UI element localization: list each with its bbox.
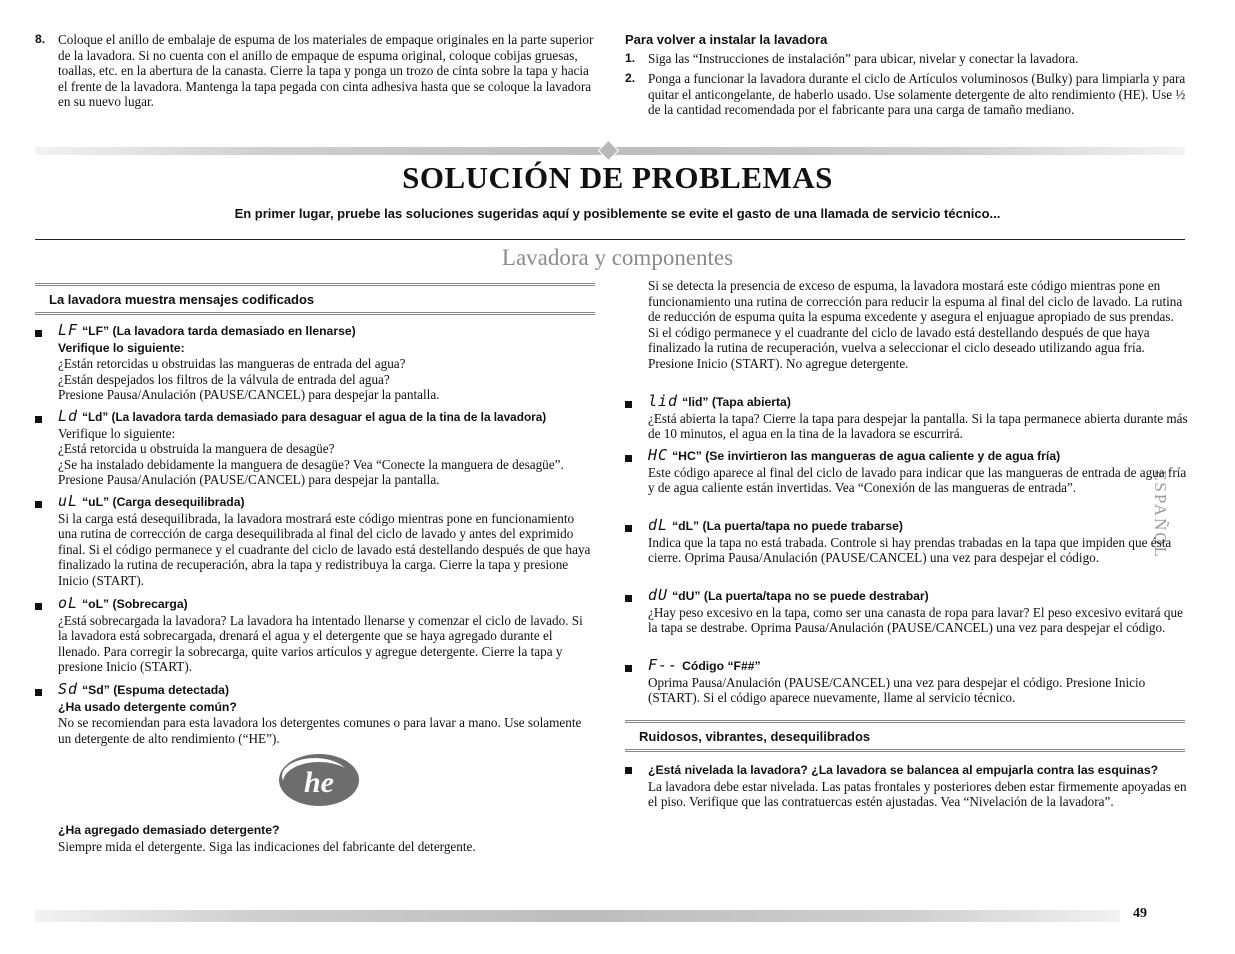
code-lf: LF “LF” (La lavadora tarda demasiado en llenarse) Verifique lo siguiente: ¿Están retorcidas u obstruidas las mangueras de entrada del agua? ¿Están despejados los filtros de la válvula de entrada del agua? Presione Pausa/Anulación (PAUSE/CANCEL) para despejar la pantalla. [35, 323, 595, 403]
code-title: “HC” (Se invirtieron las mangueras de agua caliente y de agua fría) [672, 449, 1061, 463]
reinstall-step-2: 2. Ponga a funcionar la lavadora durante el ciclo de Artículos voluminosos (Bulky) para limpiarla y para quitar el anticongelante, de haberlo usado. Use solamente detergente de alto rendimiento (HE). Use ½ de la cantidad recomendada por el fabricante para una carga de tamaño mediano. [625, 71, 1186, 118]
reinstall-heading: Para volver a instalar la lavadora [625, 32, 828, 47]
bullet-icon [35, 501, 42, 508]
code-ld: Ld “Ld” (La lavadora tarda demasiado para desaguar el agua de la tina de la lavadora) Verifique lo siguiente: ¿Está retorcida u obstruida la manguera de desagüe? ¿Se ha instalado debidamente la manguera de desagüe? Vea “Conecte la manguera de desagüe”. Presione Pausa/Anulación (PAUSE/CANCEL) para despejar la pantalla. [35, 409, 605, 488]
display-code: oL [58, 594, 79, 612]
bullet-icon [625, 455, 632, 462]
display-code: uL [58, 492, 79, 510]
logo-text: he [304, 766, 334, 799]
level-item: ¿Está nivelada la lavadora? ¿La lavadora se balancea al empujarla contra las esquinas? La lavadora debe estar nivelada. Las patas frontales y posteriores deben estar firmemente apoyadas en el piso. Verifique que las contratuercas estén ajustadas. Vea “Nivelación de la lavadora”. [625, 762, 1190, 810]
display-code: lid [648, 392, 679, 410]
language-tab: ESPAÑOL [1151, 470, 1170, 559]
intro-text: En primer lugar, pruebe las soluciones sugeridas aquí y posiblemente se evite el gasto de una llamada de servicio técnico... [234, 206, 1001, 221]
bullet-icon [625, 767, 632, 774]
code-f: F-- Código “F##” Oprima Pausa/Anulación (PAUSE/CANCEL) una vez para despejar el código. Presione Inicio (START). Si el código aparece nuevamente, llame al servicio técnico. [625, 658, 1190, 706]
check-label: Verifique lo siguiente: [58, 340, 185, 355]
question: ¿Ha usado detergente común? [58, 699, 237, 714]
code-title: “Sd” (Espuma detectada) [82, 683, 230, 697]
step-number: 8. [35, 32, 46, 46]
display-code: HC [648, 446, 669, 464]
section-title: Lavadora y componentes [501, 245, 734, 270]
code-title: “LF” (La lavadora tarda demasiado en llenarse) [82, 324, 356, 338]
display-code: Sd [58, 680, 79, 698]
code-lid: lid “lid” (Tapa abierta) ¿Está abierta la tapa? Cierre la tapa para despejar la pantalla. Si la tapa permanece abierta durante más de 10 minutos, el agua en la tina de la lavadora se escurrirá. [625, 394, 1190, 442]
code-sd: Sd “Sd” (Espuma detectada) ¿Ha usado detergente común? No se recomiendan para esta lavadora los detergentes comunes o para lavar a mano. Use solamente un detergente de alto rendimiento (“HE”). [35, 682, 595, 746]
code-title: “lid” (Tapa abierta) [682, 395, 791, 409]
code-title: “Ld” (La lavadora tarda demasiado para desaguar el agua de la tina de la lavadora) [82, 410, 547, 424]
display-code: dL [648, 516, 669, 534]
bullet-icon [35, 330, 42, 337]
display-code: Ld [58, 407, 79, 425]
subhead-rule-bottom [35, 312, 595, 315]
display-code: LF [58, 321, 79, 339]
code-title: Código “F##” [682, 659, 761, 673]
bullet-icon [35, 603, 42, 610]
code-title: “dU” (La puerta/tapa no se puede destrabar) [672, 589, 929, 603]
he-logo [277, 752, 361, 808]
bullet-icon [35, 416, 42, 423]
coded-messages-heading: La lavadora muestra mensajes codificados [49, 292, 315, 307]
diamond-icon [598, 140, 619, 161]
code-dl: dL “dL” (La puerta/tapa no puede trabarse) Indica que la tapa no está trabada. Controle si hay prendas trabadas en la tapa que impiden que ésta cierre. Oprima Pausa/Anulación (PAUSE/CANCEL) una vez para despejar el código. [625, 518, 1190, 566]
step-8 [35, 32, 595, 110]
bottom-divider [35, 910, 1125, 922]
step-text: Coloque el anillo de embalaje de espuma de los materiales de empaque originales en la parte superior de la lavadora. Si no cuenta con el anillo de empaque de espuma original, coloque cobijas gruesas, toallas, etc. en la abertura de la canasta. Cierre la tapa y ponga un trozo de cinta sobre la tapa y hacia el frente de la lavadora. Mantenga la tapa pegada con cinta adhesiva hasta que se coloque la lavadora en su nuevo lugar. [58, 32, 594, 110]
code-hc: HC “HC” (Se invirtieron las mangueras de agua caliente y de agua fría) Este código aparece al final del ciclo de lavado para indicar que las mangueras de entrada de agua fría y de agua caliente están invertidas. Vea “Conexión de las mangueras de entrada”. [625, 448, 1190, 496]
subhead2-rule-top [625, 720, 1185, 723]
reinstall-step-1: 1. Siga las “Instrucciones de instalación” para ubicar, nivelar y conectar la lavadora. [625, 51, 1079, 66]
noise-heading: Ruidosos, vibrantes, desequilibrados [639, 729, 871, 744]
subhead2-rule-bottom [625, 749, 1185, 752]
page-title: SOLUCIÓN DE PROBLEMAS [402, 160, 833, 195]
bullet-icon [35, 689, 42, 696]
code-title: “uL” (Carga desequilibrada) [82, 495, 245, 509]
section-rule [35, 239, 1185, 240]
sd-continued: Si se detecta la presencia de exceso de espuma, la lavadora mostará este código mientras pone en funcionamiento una rutina de corrección para reducir la espuma al final del ciclo de lavado. La rutina de reducción de espuma quita la espuma excedente y asegura el enjuague apropiado de sus prendas. Si el código permanece y el cuadrante del ciclo de lavado está destellando después de que haya finalizado la rutina de recuperación, vuelva a seleccionar el ciclo deseado utilizando agua fría. Presione Inicio (START). No agregue detergente. [648, 278, 1183, 371]
display-code: dU [648, 586, 669, 604]
bullet-icon [625, 595, 632, 602]
code-ul: uL “uL” (Carga desequilibrada) Si la carga está desequilibrada, la lavadora mostrará este código mientras pone en funcionamiento una rutina de corrección de carga desequilibrada al final del ciclo de lavado y antes del exprimido final. Si el código permanece y el cuadrante del ciclo de lavado está destellando después de que haya finalizado la rutina de recuperación, abra la tapa y redistribuya la carga. Cierre la tapa y presione Inicio (START). [35, 494, 595, 589]
code-du: dU “dU” (La puerta/tapa no se puede destrabar) ¿Hay peso excesivo en la tapa, como ser una canasta de ropa para lavar? El peso excesivo evitará que la tapa se destrabe. Oprima Pausa/Anulación (PAUSE/CANCEL) una vez para despejar el código. [625, 588, 1190, 636]
display-code: F-- [648, 656, 679, 674]
code-title: “dL” (La puerta/tapa no puede trabarse) [672, 519, 903, 533]
bullet-icon [625, 525, 632, 532]
subhead-rule-top [35, 283, 595, 286]
code-ol: oL “oL” (Sobrecarga) ¿Está sobrecargada la lavadora? La lavadora ha intentado llenarse y comenzar el ciclo de lavado. Si la lavadora está sobrecargada, drenará el agua y el detergente que se haya agregado durante el llenado. Para corregir la sobrecarga, quite varios artículos y agregue detergente. Cierre la tapa y presione Inicio (START). [35, 596, 595, 675]
bullet-icon [625, 401, 632, 408]
code-title: “oL” (Sobrecarga) [82, 597, 188, 611]
page-number: 49 [1133, 906, 1147, 921]
sd-question-2: ¿Ha agregado demasiado detergente? Siempre mida el detergente. Siga las indicaciones del fabricante del detergente. [58, 823, 476, 854]
item-title: ¿Está nivelada la lavadora? ¿La lavadora se balancea al empujarla contra las esquinas? [648, 763, 1159, 777]
bullet-icon [625, 665, 632, 672]
